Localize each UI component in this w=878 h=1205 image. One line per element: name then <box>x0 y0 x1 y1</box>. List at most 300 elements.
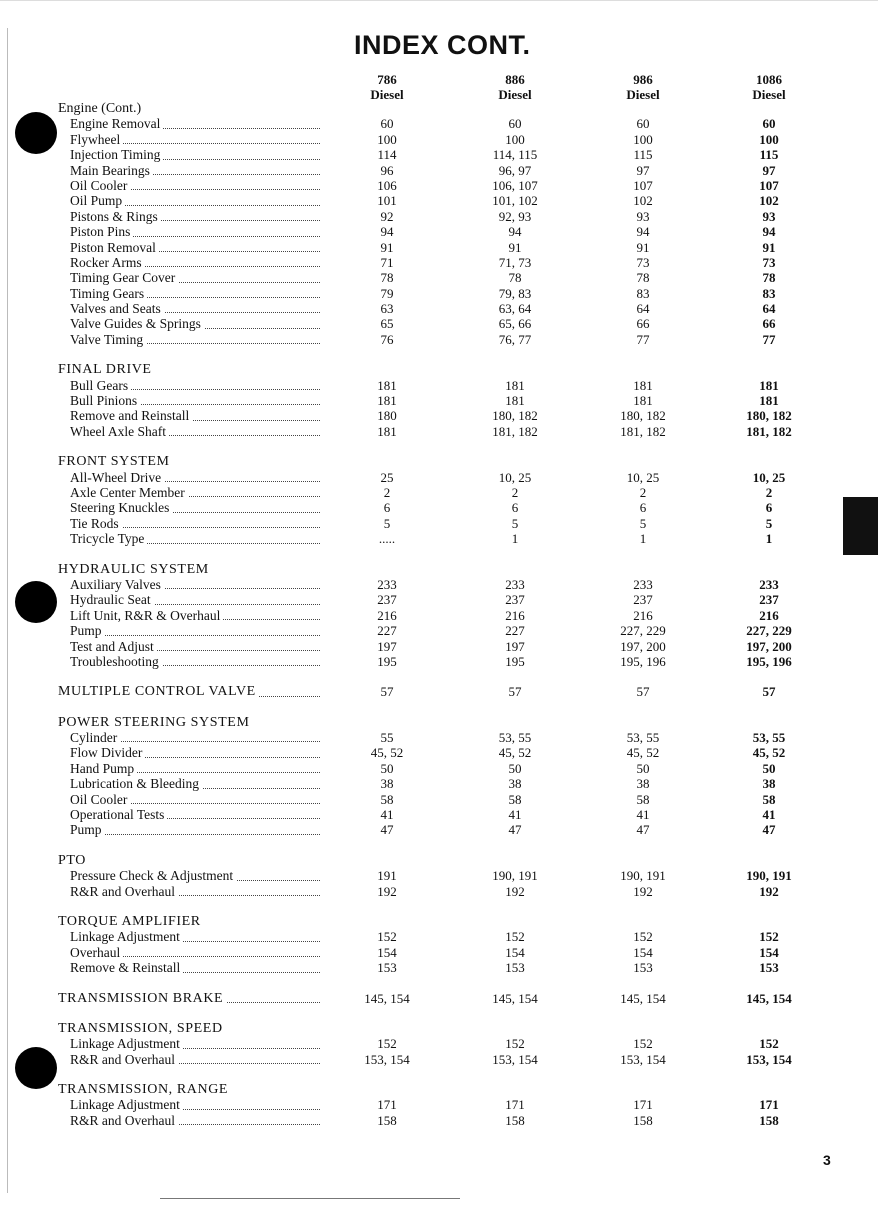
page-ref-886: 192 <box>505 883 525 899</box>
page-ref-986: 53, 55 <box>626 730 660 746</box>
page-ref-986: 10, 25 <box>626 469 660 485</box>
page-ref-886: 91 <box>508 239 522 255</box>
entry-label: Remove & Reinstall <box>70 960 183 975</box>
page-ref-986: 45, 52 <box>626 745 660 761</box>
entry-label-cell <box>70 163 320 178</box>
entry-label: Oil Pump <box>70 193 125 208</box>
column-type: Diesel <box>626 87 660 102</box>
page-ref-886: 154 <box>505 944 525 960</box>
entry-label: Axle Center Member <box>70 485 188 500</box>
section-heading: TRANSMISSION, SPEED <box>58 1020 223 1036</box>
entry-label-cell <box>70 147 320 162</box>
page-ref-1086: 158 <box>759 1112 779 1128</box>
index-row <box>0 424 878 439</box>
page-ref-986: 152 <box>633 1036 653 1052</box>
page-ref-986: 58 <box>636 791 650 807</box>
entry-label-cell <box>70 960 320 975</box>
page-ref-1086: 53, 55 <box>752 730 786 746</box>
page-ref-1086: 6 <box>765 500 773 516</box>
page-ref-786: 63 <box>380 301 394 317</box>
page-ref-1086: 216 <box>759 607 779 623</box>
entry-label-cell <box>58 991 320 1006</box>
index-row <box>0 1052 878 1067</box>
page-ref-786: 145, 154 <box>364 990 410 1006</box>
entry-label-cell <box>70 1113 320 1128</box>
index-row <box>0 776 878 791</box>
page-ref-1086: 180, 182 <box>746 408 792 424</box>
page-ref-786: 114 <box>377 147 397 163</box>
entry-label-cell <box>70 654 320 669</box>
section-heading-row <box>0 991 878 1006</box>
page-ref-986: 197, 200 <box>620 638 666 654</box>
page-ref-1086: 195, 196 <box>746 653 792 669</box>
page-ref-786: 65 <box>380 316 394 332</box>
index-row <box>0 822 878 837</box>
page-ref-786: 92 <box>380 208 394 224</box>
page-ref-786: 57 <box>380 684 394 700</box>
page-ref-886: 180, 182 <box>492 408 538 424</box>
entry-label: Overhaul <box>70 945 123 960</box>
page-ref-1086: 152 <box>759 929 779 945</box>
page-ref-886: 100 <box>505 131 525 147</box>
dot-leader <box>70 635 320 636</box>
column-type: Diesel <box>370 87 404 102</box>
index-section <box>0 684 878 699</box>
page-ref-786: 181 <box>377 423 397 439</box>
page-ref-886: 41 <box>508 807 522 823</box>
entry-label-cell <box>70 776 320 791</box>
index-row <box>0 500 878 515</box>
index-row <box>0 255 878 270</box>
index-row <box>0 868 878 883</box>
column-model: 1086 <box>756 72 782 87</box>
page-ref-886: 216 <box>505 607 525 623</box>
page-ref-886: 158 <box>505 1112 525 1128</box>
index-row <box>0 332 878 347</box>
page-ref-886: 106, 107 <box>492 177 538 193</box>
page-ref-986: 154 <box>633 944 653 960</box>
index-row <box>0 792 878 807</box>
page-ref-1086: 5 <box>765 515 773 531</box>
index-row <box>0 393 878 408</box>
entry-label-cell <box>70 178 320 193</box>
page-ref-986: 181 <box>633 393 653 409</box>
index-row <box>0 761 878 776</box>
index-row <box>0 929 878 944</box>
page-ref-886: 2 <box>511 484 519 500</box>
entry-label: Linkage Adjustment <box>70 1097 183 1112</box>
page-ref-986: 41 <box>636 807 650 823</box>
page-ref-1086: 73 <box>762 254 776 270</box>
page-ref-786: 5 <box>383 515 391 531</box>
page-ref-986: 180, 182 <box>620 408 666 424</box>
page-ref-786: 216 <box>377 607 397 623</box>
index-section <box>0 715 878 838</box>
index-row <box>0 116 878 131</box>
entry-label: Flow Divider <box>70 745 145 760</box>
index-row <box>0 163 878 178</box>
column-type: Diesel <box>752 87 786 102</box>
page-ref-886: 101, 102 <box>492 193 538 209</box>
page-ref-786: 233 <box>377 576 397 592</box>
page-ref-886: 233 <box>505 576 525 592</box>
page-ref-986: 83 <box>636 285 650 301</box>
page-ref-986: 181 <box>633 377 653 393</box>
page-ref-1086: 107 <box>759 177 779 193</box>
entry-label: Operational Tests <box>70 807 167 822</box>
page-ref-886: 153, 154 <box>492 1051 538 1067</box>
page-ref-1086: 115 <box>759 147 779 163</box>
page-ref-786: 154 <box>377 944 397 960</box>
column-header-886 <box>470 72 560 102</box>
page-ref-1086: 181 <box>759 393 779 409</box>
page-ref-786: 181 <box>377 393 397 409</box>
entry-label-cell <box>70 639 320 654</box>
page-ref-986: 181, 182 <box>620 423 666 439</box>
page-ref-1086: 60 <box>762 116 776 132</box>
entry-label: Test and Adjust <box>70 639 157 654</box>
entry-label-cell <box>70 408 320 423</box>
page-ref-886: 5 <box>511 515 519 531</box>
page-ref-1086: 57 <box>762 684 776 700</box>
index-row <box>0 531 878 546</box>
page-ref-1086: 102 <box>759 193 779 209</box>
entry-label-cell <box>70 792 320 807</box>
index-row <box>0 193 878 208</box>
page-ref-986: 66 <box>636 316 650 332</box>
index-row <box>0 745 878 760</box>
index-row <box>0 301 878 316</box>
page-ref-1086: 181, 182 <box>746 423 792 439</box>
index-row <box>0 224 878 239</box>
entry-label: Cylinder <box>70 730 120 745</box>
entry-label: Pistons & Rings <box>70 209 161 224</box>
entry-label-cell <box>70 286 320 301</box>
page-ref-886: 181, 182 <box>492 423 538 439</box>
page-ref-986: 91 <box>636 239 650 255</box>
page-ref-886: 65, 66 <box>498 316 532 332</box>
page-ref-886: 60 <box>508 116 522 132</box>
index-row <box>0 945 878 960</box>
section-heading: Engine (Cont.) <box>58 101 142 116</box>
entry-label-cell <box>70 745 320 760</box>
entry-label-cell <box>70 132 320 147</box>
page-ref-986: 145, 154 <box>620 990 666 1006</box>
index-row <box>0 1097 878 1112</box>
page-ref-986: 94 <box>636 224 650 240</box>
page-ref-986: 5 <box>639 515 647 531</box>
entry-label-cell <box>70 623 320 638</box>
index-row <box>0 807 878 822</box>
entry-label: Pump <box>70 623 105 638</box>
index-section <box>0 562 878 670</box>
page-ref-1086: 83 <box>762 285 776 301</box>
page-ref-786: 100 <box>377 131 397 147</box>
entry-label-cell <box>70 116 320 131</box>
entry-label: Tricycle Type <box>70 531 147 546</box>
page-ref-986: 77 <box>636 331 650 347</box>
page-ref-1086: 145, 154 <box>746 990 792 1006</box>
index-row <box>0 960 878 975</box>
page-ref-886: 92, 93 <box>498 208 532 224</box>
page-ref-1086: 38 <box>762 776 776 792</box>
entry-label-cell <box>70 945 320 960</box>
section-heading: TRANSMISSION BRAKE <box>58 991 226 1006</box>
entry-label: Linkage Adjustment <box>70 929 183 944</box>
page-ref-1086: 77 <box>762 331 776 347</box>
index-row <box>0 623 878 638</box>
entry-label: Bull Pinions <box>70 393 140 408</box>
page-ref-986: 227, 229 <box>620 623 666 639</box>
index-row <box>0 286 878 301</box>
index-table <box>0 101 878 1143</box>
page-ref-786: 2 <box>383 484 391 500</box>
column-type: Diesel <box>498 87 532 102</box>
index-row <box>0 378 878 393</box>
index-row <box>0 577 878 592</box>
page-ref-1086: 192 <box>759 883 779 899</box>
entry-label-cell <box>70 531 320 546</box>
entry-label-cell <box>70 577 320 592</box>
page-ref-786: 58 <box>380 791 394 807</box>
section-heading: HYDRAULIC SYSTEM <box>58 561 209 577</box>
page-ref-786: 101 <box>377 193 397 209</box>
entry-label-cell <box>70 516 320 531</box>
index-row <box>0 516 878 531</box>
entry-label: Valves and Seats <box>70 301 164 316</box>
entry-label-cell <box>70 761 320 776</box>
entry-label: Bull Gears <box>70 378 131 393</box>
page-ref-886: 6 <box>511 500 519 516</box>
page-ref-1086: 153 <box>759 960 779 976</box>
section-heading: MULTIPLE CONTROL VALVE <box>58 684 259 699</box>
index-row <box>0 730 878 745</box>
entry-label-cell <box>70 316 320 331</box>
page-ref-986: 115 <box>633 147 653 163</box>
page-ref-786: 94 <box>380 224 394 240</box>
entry-label-cell <box>58 684 320 699</box>
page-ref-786: 106 <box>377 177 397 193</box>
page-ref-1086: 66 <box>762 316 776 332</box>
index-row <box>0 408 878 423</box>
page-ref-886: 114, 115 <box>492 147 538 163</box>
section-heading: TORQUE AMPLIFIER <box>58 913 201 929</box>
entry-label-cell <box>70 500 320 515</box>
page-ref-986: 107 <box>633 177 653 193</box>
entry-label-cell <box>70 224 320 239</box>
entry-label-cell <box>70 868 320 883</box>
page-ref-786: ..... <box>378 531 396 547</box>
entry-label-cell <box>70 470 320 485</box>
entry-label-cell <box>70 270 320 285</box>
page-ref-1086: 152 <box>759 1036 779 1052</box>
entry-label: Piston Pins <box>70 224 133 239</box>
index-row <box>0 178 878 193</box>
page-ref-986: 195, 196 <box>620 653 666 669</box>
page-ref-986: 2 <box>639 484 647 500</box>
page-ref-1086: 50 <box>762 760 776 776</box>
page-ref-886: 152 <box>505 929 525 945</box>
page-ref-786: 153 <box>377 960 397 976</box>
section-heading: FINAL DRIVE <box>58 362 152 378</box>
page-ref-786: 152 <box>377 1036 397 1052</box>
entry-label-cell <box>70 1052 320 1067</box>
entry-label-cell <box>70 608 320 623</box>
page-ref-986: 152 <box>633 929 653 945</box>
page-ref-1086: 91 <box>762 239 776 255</box>
page-ref-986: 1 <box>639 531 647 547</box>
index-row <box>0 884 878 899</box>
index-row <box>0 270 878 285</box>
entry-label: Main Bearings <box>70 163 153 178</box>
page-ref-786: 78 <box>380 270 394 286</box>
page-ref-986: 190, 191 <box>620 868 666 884</box>
page-ref-786: 152 <box>377 929 397 945</box>
page-ref-886: 145, 154 <box>492 990 538 1006</box>
entry-label-cell <box>70 332 320 347</box>
page-ref-886: 237 <box>505 592 525 608</box>
entry-label-cell <box>70 301 320 316</box>
page-ref-886: 50 <box>508 760 522 776</box>
entry-label: Linkage Adjustment <box>70 1036 183 1051</box>
page-ref-986: 38 <box>636 776 650 792</box>
index-row <box>0 470 878 485</box>
page-ref-886: 171 <box>505 1097 525 1113</box>
index-row <box>0 654 878 669</box>
page-ref-786: 227 <box>377 623 397 639</box>
page-ref-786: 45, 52 <box>370 745 404 761</box>
entry-label-cell <box>70 822 320 837</box>
entry-label: Injection Timing <box>70 147 163 162</box>
entry-label: Lubrication & Bleeding <box>70 776 202 791</box>
page-ref-986: 171 <box>633 1097 653 1113</box>
entry-label: Wheel Axle Shaft <box>70 424 169 439</box>
page-ref-1086: 153, 154 <box>746 1051 792 1067</box>
entry-label-cell <box>70 424 320 439</box>
page-ref-986: 237 <box>633 592 653 608</box>
dot-leader <box>70 834 320 835</box>
page-ref-886: 94 <box>508 224 522 240</box>
section-heading: TRANSMISSION, RANGE <box>58 1082 229 1098</box>
page-ref-786: 197 <box>377 638 397 654</box>
entry-label: Pump <box>70 822 105 837</box>
page-ref-786: 180 <box>377 408 397 424</box>
page-ref-786: 237 <box>377 592 397 608</box>
page-ref-886: 227 <box>505 623 525 639</box>
page-ref-886: 153 <box>505 960 525 976</box>
page-ref-786: 47 <box>380 822 394 838</box>
entry-label-cell <box>70 485 320 500</box>
page-ref-886: 190, 191 <box>492 868 538 884</box>
section-heading: FRONT SYSTEM <box>58 454 170 470</box>
page-ref-886: 78 <box>508 270 522 286</box>
page-ref-1086: 237 <box>759 592 779 608</box>
index-row <box>0 1113 878 1128</box>
entry-label: Auxiliary Valves <box>70 577 164 592</box>
index-row <box>0 608 878 623</box>
page-ref-986: 50 <box>636 760 650 776</box>
page-ref-986: 64 <box>636 301 650 317</box>
page-ref-786: 41 <box>380 807 394 823</box>
index-section <box>0 853 878 899</box>
page-ref-886: 76, 77 <box>498 331 532 347</box>
entry-label-cell <box>70 378 320 393</box>
entry-label: R&R and Overhaul <box>70 1052 178 1067</box>
page-ref-886: 79, 83 <box>498 285 532 301</box>
page-ref-1086: 47 <box>762 822 776 838</box>
page-ref-1086: 171 <box>759 1097 779 1113</box>
entry-label: Timing Gear Cover <box>70 270 178 285</box>
entry-label-cell <box>70 884 320 899</box>
page-ref-1086: 2 <box>765 484 773 500</box>
page-ref-986: 73 <box>636 254 650 270</box>
page-ref-786: 181 <box>377 377 397 393</box>
entry-label: Flywheel <box>70 132 123 147</box>
page-ref-886: 58 <box>508 791 522 807</box>
page-ref-986: 153 <box>633 960 653 976</box>
page-ref-986: 93 <box>636 208 650 224</box>
page-ref-886: 63, 64 <box>498 301 532 317</box>
index-row <box>0 1036 878 1051</box>
page-ref-886: 38 <box>508 776 522 792</box>
page-ref-986: 60 <box>636 116 650 132</box>
page-ref-886: 96, 97 <box>498 162 532 178</box>
section-heading-row <box>0 684 878 699</box>
page-ref-786: 55 <box>380 730 394 746</box>
index-section <box>0 991 878 1006</box>
page-ref-1086: 97 <box>762 162 776 178</box>
page-ref-786: 76 <box>380 331 394 347</box>
page-ref-1086: 78 <box>762 270 776 286</box>
entry-label: Timing Gears <box>70 286 147 301</box>
entry-label-cell <box>70 240 320 255</box>
index-row <box>0 147 878 162</box>
entry-label: Pressure Check & Adjustment <box>70 868 236 883</box>
page-ref-1086: 197, 200 <box>746 638 792 654</box>
entry-label: Oil Cooler <box>70 792 130 807</box>
page-ref-886: 53, 55 <box>498 730 532 746</box>
index-section <box>0 1021 878 1067</box>
entry-label-cell <box>70 255 320 270</box>
section-heading: PTO <box>58 852 86 868</box>
page-ref-886: 195 <box>505 653 525 669</box>
entry-label-cell <box>70 592 320 607</box>
entry-label: Steering Knuckles <box>70 500 172 515</box>
page-ref-986: 78 <box>636 270 650 286</box>
entry-label-cell <box>70 193 320 208</box>
page-ref-1086: 227, 229 <box>746 623 792 639</box>
index-row <box>0 209 878 224</box>
column-header-986 <box>598 72 688 102</box>
page-ref-986: 57 <box>636 684 650 700</box>
page-ref-886: 1 <box>511 531 519 547</box>
page-ref-1086: 233 <box>759 576 779 592</box>
page-ref-886: 181 <box>505 377 525 393</box>
page-ref-886: 45, 52 <box>498 745 532 761</box>
page-number: 3 <box>823 1152 831 1168</box>
page-ref-1086: 58 <box>762 791 776 807</box>
column-model: 786 <box>377 72 397 87</box>
page-ref-786: 50 <box>380 760 394 776</box>
page-title: INDEX CONT. <box>354 30 531 60</box>
page-ref-986: 233 <box>633 576 653 592</box>
page-ref-1086: 181 <box>759 377 779 393</box>
page-ref-786: 38 <box>380 776 394 792</box>
entry-label: Oil Cooler <box>70 178 130 193</box>
page-ref-1086: 154 <box>759 944 779 960</box>
index-row <box>0 485 878 500</box>
page-ref-986: 158 <box>633 1112 653 1128</box>
